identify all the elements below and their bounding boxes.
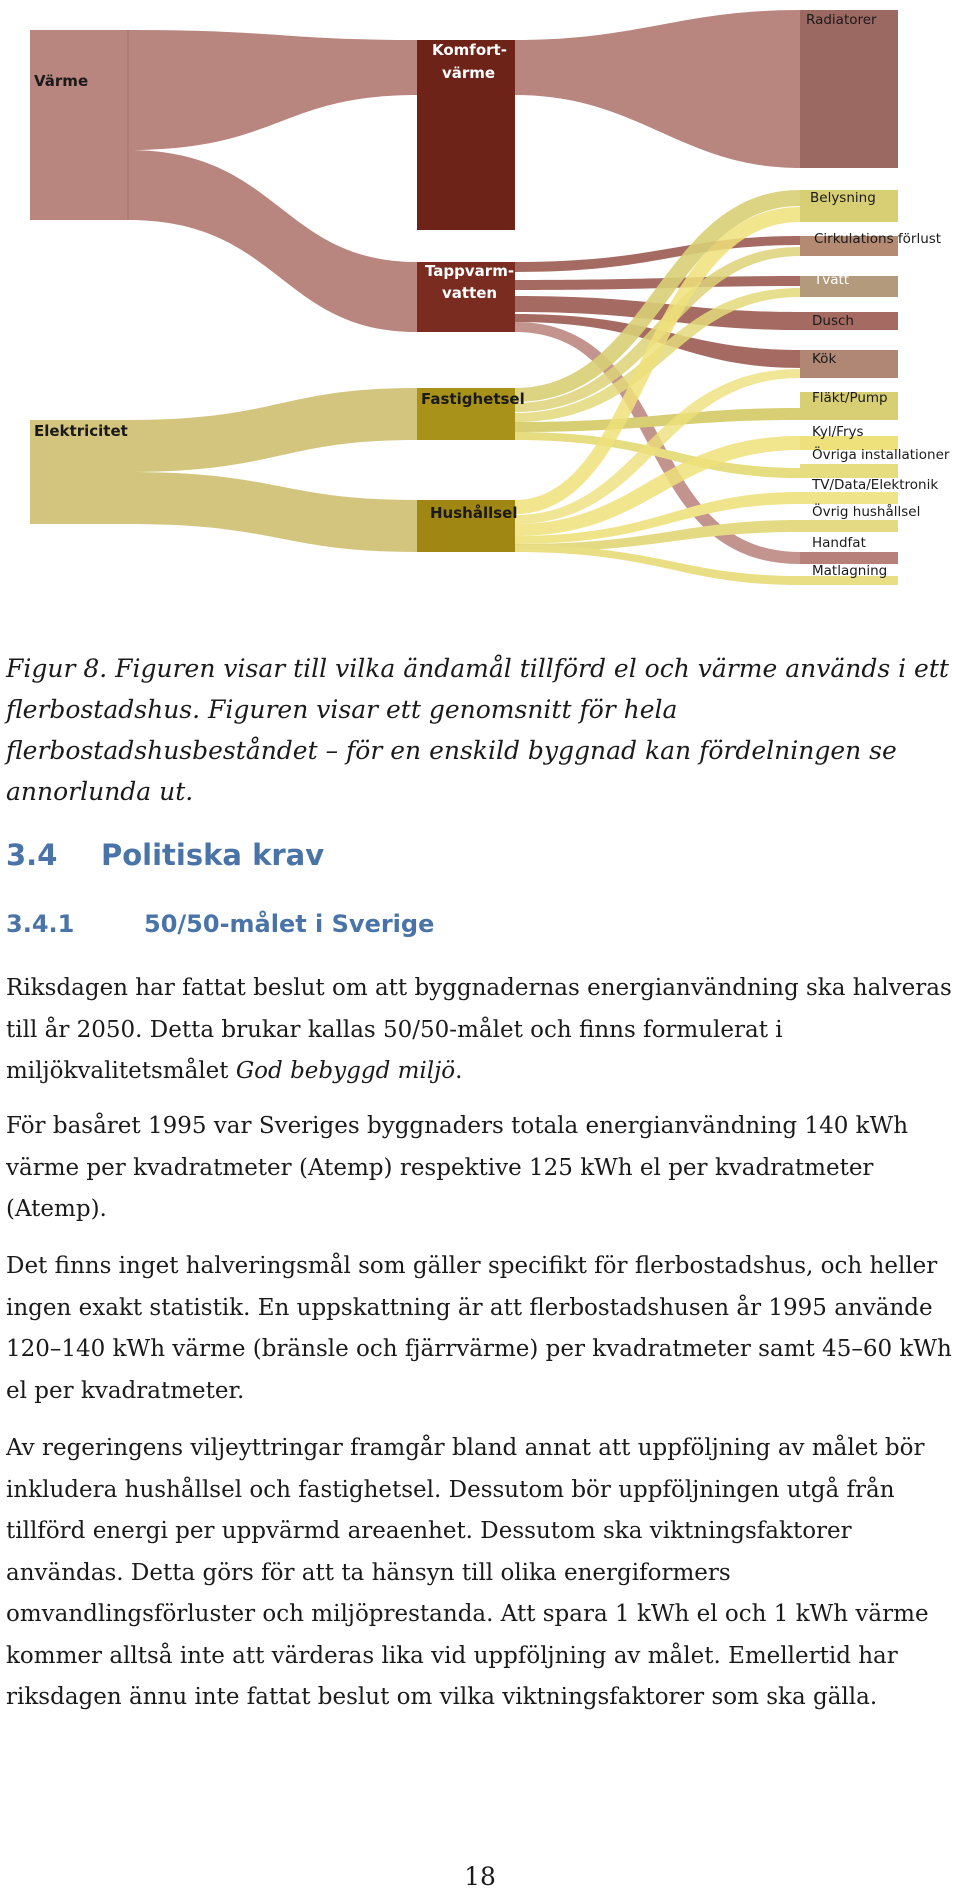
flow-el-hushallsel <box>128 472 417 552</box>
section-title: Politiska krav <box>101 838 325 872</box>
energy-flow-sankey-diagram <box>0 0 960 600</box>
page-number: 18 <box>464 1862 496 1891</box>
label-komfort-1: Komfort- <box>432 41 507 59</box>
label-varme: Värme <box>34 72 89 90</box>
subsection-number: 3.4.1 <box>6 910 75 938</box>
label-radiatorer: Radiatorer <box>806 12 877 28</box>
figure-caption: Figur 8. Figuren visar till vilka ändamål tillförd el och värme används i ett flerbostadshus. Figuren visar ett genomsnitt för hela flerbostadshusbeståndet – för en enskild byggnad kan fördelningen se annorlunda ut. <box>6 654 949 806</box>
paragraph-3: Det finns inget halveringsmål som gäller specifikt för flerbostadshus, och heller ingen exakt statistik. En uppskattning är att flerbostadshusen år 1995 använde 120–140 kWh värme (bränsle och fjärrvärme) per kvadratmeter samt 45–60 kWh el per kvadratmeter. <box>6 1253 952 1404</box>
node-varme <box>30 30 128 220</box>
flow-el-fastighetsel <box>128 388 417 472</box>
node-ovriga-inst <box>800 464 898 478</box>
label-tappvarm-2: vatten <box>442 284 498 302</box>
label-tappvarm-1: Tappvarm- <box>425 262 515 280</box>
flow-varme-tappvarm <box>128 150 417 332</box>
paragraph-2: För basåret 1995 var Sveriges byggnaders totala energianvändning 140 kWh värme per kvadratmeter (Atemp) respektive 125 kWh el per kvadratmeter (Atemp). <box>6 1113 909 1222</box>
label-kok: Kök <box>812 351 837 367</box>
section-number: 3.4 <box>6 838 58 872</box>
section-heading <box>6 838 324 872</box>
paragraph-1-end: . <box>455 1058 463 1084</box>
label-tv: TV/Data/Elektronik <box>812 477 939 493</box>
paragraph-1 <box>6 968 952 1093</box>
flow-komfort-radiatorer <box>515 10 800 168</box>
label-ovriga-inst: Övriga installationer <box>812 447 950 463</box>
label-cirkulation: Cirkulations förlust <box>814 231 942 247</box>
paragraph-4: Av regeringens viljeyttringar framgår bland annat att uppföljning av målet bör inkludera hushållsel och fastighetsel. Dessutom bör uppföljningen utgå från tillförd energi per uppvärmd areaenhet. Dessutom ska viktningsfaktorer användas. Detta görs för att ta hänsyn till olika energiformers omvandlingsförluster och miljöprestanda. Att spara 1 kWh el och 1 kWh värme kommer alltså inte att värderas lika vid uppföljning av målet. Emellertid har riksdagen ännu inte fattat beslut om vilka viktningsfaktorer som ska gälla. <box>6 1435 929 1710</box>
label-fastighetsel: Fastighetsel <box>421 390 525 408</box>
label-dusch: Dusch <box>812 313 854 329</box>
node-ovrig-hush <box>800 520 898 532</box>
subsection-title: 50/50-målet i Sverige <box>144 910 435 938</box>
node-tv <box>800 492 898 504</box>
label-hushallsel: Hushållsel <box>430 504 518 522</box>
paragraph-1-emphasis: God bebyggd miljö <box>235 1058 456 1084</box>
label-handfat: Handfat <box>812 535 866 551</box>
label-komfort-2: värme <box>442 64 496 82</box>
paragraph-1-text: Riksdagen har fattat beslut om att byggnadernas energianvändning ska halveras till år 2050. Detta brukar kallas 50/50-målet och finns formulerat i miljökvalitetsmålet <box>6 975 952 1084</box>
label-matlagning: Matlagning <box>812 563 888 579</box>
subsection-heading <box>6 910 434 938</box>
label-elektricitet: Elektricitet <box>34 422 128 440</box>
node-radiatorer <box>800 10 898 168</box>
label-kyl: Kyl/Frys <box>812 424 864 440</box>
label-belysning: Belysning <box>810 190 876 206</box>
label-flakt: Fläkt/Pump <box>812 390 888 406</box>
label-ovrig-hush: Övrig hushållsel <box>812 504 921 520</box>
label-tvatt: Tvätt <box>814 272 850 288</box>
